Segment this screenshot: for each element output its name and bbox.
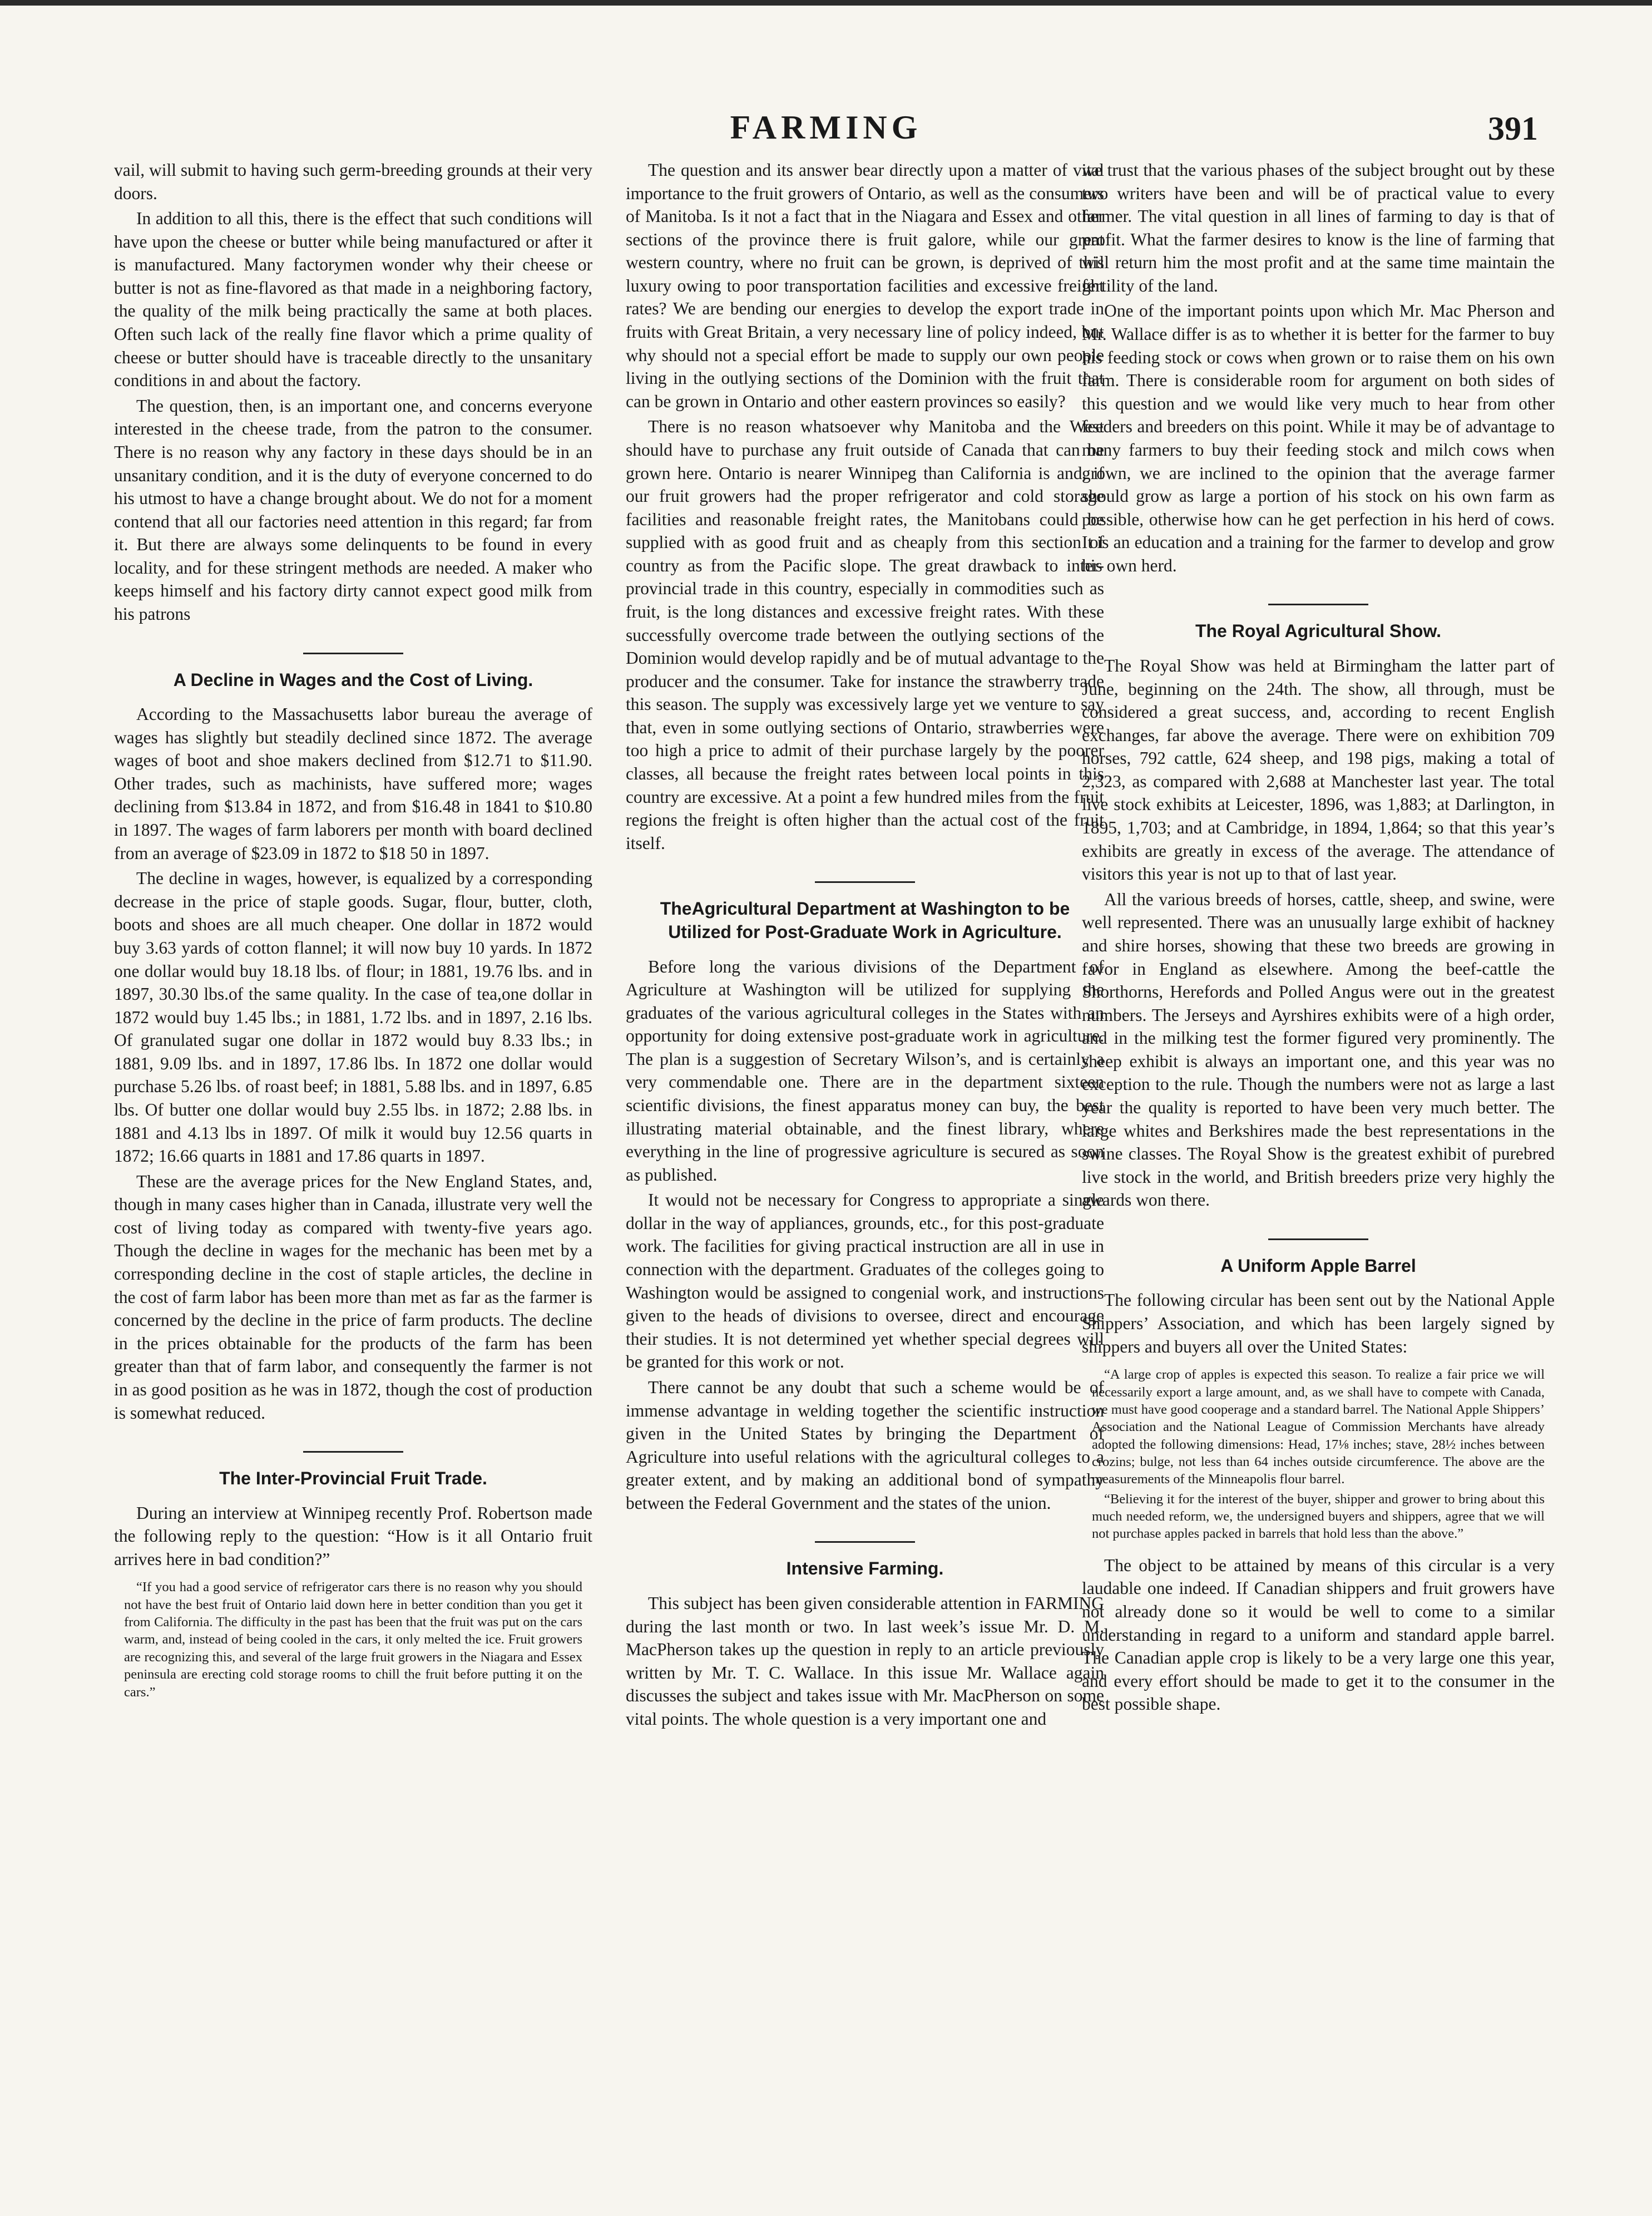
quote-paragraph: “Believing it for the interest of the buyer, shipper and grower to bring about this much needed reform, we, the undersigned buyers and shippers, agree that we will not purchase apples packed in barrels that hold less than the above.” — [1092, 1491, 1545, 1542]
section-divider — [1268, 1238, 1368, 1240]
article-heading: A Uniform Apple Barrel — [1220, 1255, 1416, 1276]
block-quote — [114, 1578, 592, 1701]
paragraph: The object to be attained by means of this circular is a very laudable one indeed. If Canadian shippers and fruit growers have not already done so it would be well to come to a similar understanding in regard to a uniform and standard apple barrel. The Canadian apple crop is likely to be a very large one this year, and every effort should be made to get it to the consumer in the best possible shape. — [1082, 1555, 1555, 1714]
top-border-rule — [0, 0, 1652, 6]
section-divider — [815, 881, 915, 883]
paragraph: vail, will submit to having such germ-breeding grounds at their very doors. — [114, 160, 592, 203]
paragraph: Before long the various divisions of the Department of Agriculture at Washington will be utilized for supplying the graduates of the various agricultural colleges in the States with an opportunity for doing extensive post-graduate work in agriculture. The plan is a suggestion of Secretary Wilson’s, and is certainly a very commendable one. There are in the department sixteen scientific divisions, the finest apparatus money can buy, the best illustrating material obtainable, and the finest library, where everything in the line of progressive agriculture is secured as soon as published. — [626, 956, 1104, 1185]
paragraph: The question, then, is an important one, and concerns everyone interested in the cheese trade, from the patron to the consumer. There is no reason why any factory in these days should be in an unsanitary condition, and it is the duty of everyone concerned to do his utmost to have a change brought about. We do not for a moment contend that all our factories need attention in this regard; far from it. But there are always some delinquents to be found in every locality, and for these stringent methods are needed. A maker who keeps himself and his factory dirty cannot expect good milk from his patrons — [114, 396, 592, 624]
column-3 — [1082, 159, 1555, 1718]
quote-paragraph: “If you had a good service of refrigerator cars there is no reason why you should not have the best fruit of Ontario laid down here in better condition than you get it from California. The difficulty in the past has been that the fruit was put on the cars warm, and, instead of being cooled in the cars, it only melted the ice. Fruit growers are recognizing this, and several of the large fruit growers in the Niagara and Essex peninsula are erecting cold storage rooms to chill the fruit before putting it on the cars.” — [124, 1580, 582, 1700]
page-title: FARMING — [730, 109, 922, 146]
paragraph: It would not be necessary for Congress to appropriate a single dollar in the way of appliances, grounds, etc., for this post-graduate work. The facilities for giving practical instruction are all in use in connection with the department. Graduates of the colleges going to Washington would be assigned to congenial work, and instructions given to the heads of divisions to oversee, direct and encourage their studies. It is not determined yet whether special degrees will be granted for this work or not. — [626, 1190, 1104, 1372]
paragraph: According to the Massachusetts labor bureau the average of wages has slightly but steadily declined since 1872. The average wages of boot and shoe makers declined from $12.71 to $11.90. Other trades, such as machinists, have suffered more; wages declining from $13.84 in 1872, and from $16.48 in 1841 to $10.80 in 1897. The wages of farm laborers per month with board declined from an average of $23.09 in 1872 to $18 50 in 1897. — [114, 704, 592, 863]
paragraph: In addition to all this, there is the effect that such conditions will have upon the cheese or butter while being manufactured or after it is manufactured. Many factorymen wonder why their cheese or butter is not as fine-flavored as that made in a neighboring factory, the quality of the milk being practically the same at both places. Often such lack of the really fine flavor which a prime quality of cheese or butter should have is traceable directly to the unsanitary conditions in and about the factory. — [114, 209, 592, 391]
quote-paragraph: “A large crop of apples is expected this season. To realize a fair price we will necessarily export a large amount, and, as we shall have to compete with Canada, we must have good cooperage and a standard barrel. The National Apple Shippers’ Association and the National League of Commission Merchants have already adopted the following dimensions: Head, 17⅛ inches; stave, 28½ inches between crozins; bulge, not less than 64 inches outside circumference. The above are the measurements of the Minneapolis flour barrel. — [1092, 1367, 1545, 1487]
paragraph: The Royal Show was held at Birmingham the latter part of June, beginning on the 24th. The show, all through, must be considered a great success, and, according to recent English exchanges, far above the average. There were on exhibition 709 horses, 792 cattle, 624 sheep, and 198 pigs, making a total of 2,323, as compared with 2,688 at Manchester last year. The total live stock exhibits at Leicester, 1896, was 1,883; at Darlington, in 1895, 1,703; and at Cambridge, in 1894, 1,864; so that this year’s exhibits are greatly in excess of the average. The attendance of visitors this year is not up to that of last year. — [1082, 656, 1555, 884]
column-1 — [114, 159, 592, 1712]
article-heading: Intensive Farming. — [786, 1558, 944, 1579]
article-heading: TheAgricultural Department at Washington to be Utilized for Post-Graduate Work in Agriculture. — [660, 899, 1070, 942]
paragraph: During an interview at Winnipeg recently Prof. Robertson made the following reply to the question: “How is it all Ontario fruit arrives here in bad condition?” — [114, 1503, 592, 1569]
article-heading: The Inter-Provincial Fruit Trade. — [219, 1468, 487, 1489]
paragraph: These are the average prices for the New England States, and, though in many cases higher than in Canada, illustrate very well the cost of living today as compared with twenty-five years ago. Though the decline in wages for the mechanic has been met by a corresponding decline in the cost of staple articles, the decline in the cost of farm labor has been more than met as far as the farmer is concerned by the decline in the price of farm products. The decline in the prices obtainable for the products of the farm has been greater than that of farm labor, and consequently the farmer is not in as good position as he was in 1872, though the cost of production is somewhat reduced. — [114, 1171, 592, 1423]
section-divider — [303, 653, 403, 654]
section-divider — [815, 1541, 915, 1543]
paragraph: All the various breeds of horses, cattle, sheep, and swine, were well represented. There was an unusually large exhibit of hackney and shire horses, showing that these two breeds are growing in favor in England as elsewhere. Among the beef-cattle the Shorthorns, Herefords and Polled Angus were out in the greatest numbers. The Jerseys and Ayrshires exhibits were of a high order, and in the milking test the former figured very prominently. The sheep exhibit is always an important one, and this year was no exception to the rule. Though the numbers were not as large a last year the quality is reported to have been very much better. The large whites and Berkshires made the best representations in the swine classes. The Royal Show is the greatest exhibit of purebred live stock in the world, and British breeders prize very highly the awards won there. — [1082, 889, 1555, 1210]
paragraph: There is no reason whatsoever why Manitoba and the West should have to purchase any fruit outside of Canada that can be grown here. Ontario is nearer Winnipeg than California is and, if our fruit growers had the proper refrigerator and cold storage facilities and reasonable freight rates, the Manitobans could be supplied with as good fruit and as cheaply from this section of country as from the Pacific slope. The great drawback to inter-provincial trade in this country, especially in commodities such as fruit, is the long distances and excessive freight rates. With these successfully overcome trade between the outlying sections of the Dominion would develop rapidly and be of mutual advantage to the producer and the consumer. Take for instance the strawberry trade this season. The supply was excessively large yet we venture to say that, even in some outlying sections of Ontario, strawberries were too high a price to admit of their purchase largely by the poorer classes, all because the freight rates between local points in this country are excessive. At a point a few hundred miles from the fruit regions the freight is often higher than the actual cost of the fruit itself. — [626, 417, 1104, 853]
paragraph: One of the important points upon which Mr. Mac Pherson and Mr. Wallace differ is as to whether it is better for the farmer to buy his feeding stock or cows when grown or to raise them on his own farm. There is considerable room for argument on both sides of this question and we would like very much to hear from other feeders and breeders on this point. While it may be of advantage to many farmers to buy their feeding stock and milch cows when grown, we are inclined to the opinion that the average farmer should grow as large a portion of his stock on his own farm as possible, otherwise how can he get perfection in his herd of cows. It is an education and a training for the farmer to develop and grow his own herd. — [1082, 301, 1555, 575]
paragraph: we trust that the various phases of the subject brought out by these two writers have been and will be of practical value to every farmer. The vital question in all lines of farming to day is that of profit. What the farmer desires to know is the line of farming that will return him the most profit and at the same time maintain the fertility of the land. — [1082, 160, 1555, 295]
paragraph: The question and its answer bear directly upon a matter of vital importance to the fruit growers of Ontario, as well as the consumers of Manitoba. Is it not a fact that in the Niagara and Essex and other sections of the province there is fruit galore, while our great western country, where no fruit can be grown, is deprived of this luxury owing to poor transportation facilities and excessive freight rates? We are bending our energies to develop the export trade in fruits with Great Britain, a very necessary line of policy indeed, but why should not a special effort be made to supply our own people living in the outlying sections of the Dominion with the fruit that can be grown in Ontario and other eastern provinces so easily? — [626, 160, 1104, 411]
running-head — [0, 108, 1652, 153]
article-heading: The Royal Agricultural Show. — [1195, 621, 1442, 641]
block-quote — [1082, 1366, 1555, 1543]
paragraph: The following circular has been sent out by the National Apple Shippers’ Association, and which has been largely signed by shippers and buyers all over the United States: — [1082, 1290, 1555, 1356]
section-divider — [1268, 604, 1368, 605]
section-divider — [303, 1451, 403, 1453]
paragraph: This subject has been given considerable attention in FARMING during the last month or two. In last week’s issue Mr. D. M. MacPherson takes up the question in reply to an article previously written by Mr. T. C. Wallace. In this issue Mr. Wallace again discusses the subject and takes issue with Mr. MacPherson on some vital points. The whole question is a very important one and — [626, 1593, 1104, 1729]
page-number: 391 — [1488, 110, 1538, 147]
paragraph: There cannot be any doubt that such a scheme would be of immense advantage in welding together the scientific instruction given in the United States by bringing the Department of Agriculture into useful relations with the agricultural colleges to a greater extent, and by making an additional bond of sympathy between the Federal Government and the states of the union. — [626, 1377, 1104, 1513]
column-2 — [626, 159, 1104, 1733]
article-heading: A Decline in Wages and the Cost of Living. — [173, 669, 533, 690]
paragraph: The decline in wages, however, is equalized by a corresponding decrease in the price of staple goods. Sugar, flour, butter, cloth, boots and shoes are all much cheaper. One dollar in 1872 would buy 3.63 yards of cotton flannel; it will now buy 10 yards. In 1872 one dollar would buy 18.18 lbs. of flour; in 1881, 19.76 lbs. and in 1897, 30.30 lbs.of the same quality. In the case of tea,one dollar in 1872 would buy 1.45 lbs.; in 1881, 1.72 lbs. and in 1897, 2.16 lbs. Of granulated sugar one dollar in 1872 would buy 8.33 lbs.; in 1881, 9.09 lbs. and in 1897, 17.86 lbs. In 1872 one dollar would purchase 5.26 lbs. of roast beef; in 1881, 5.88 lbs. and in 1897, 6.85 lbs. Of butter one dollar would buy 2.55 lbs. in 1872; 2.88 lbs. in 1881 and 4.13 lbs in 1897. Of milk it would buy 12.56 quarts in 1872; 16.66 quarts in 1881 and 17.86 quarts in 1897. — [114, 868, 592, 1166]
